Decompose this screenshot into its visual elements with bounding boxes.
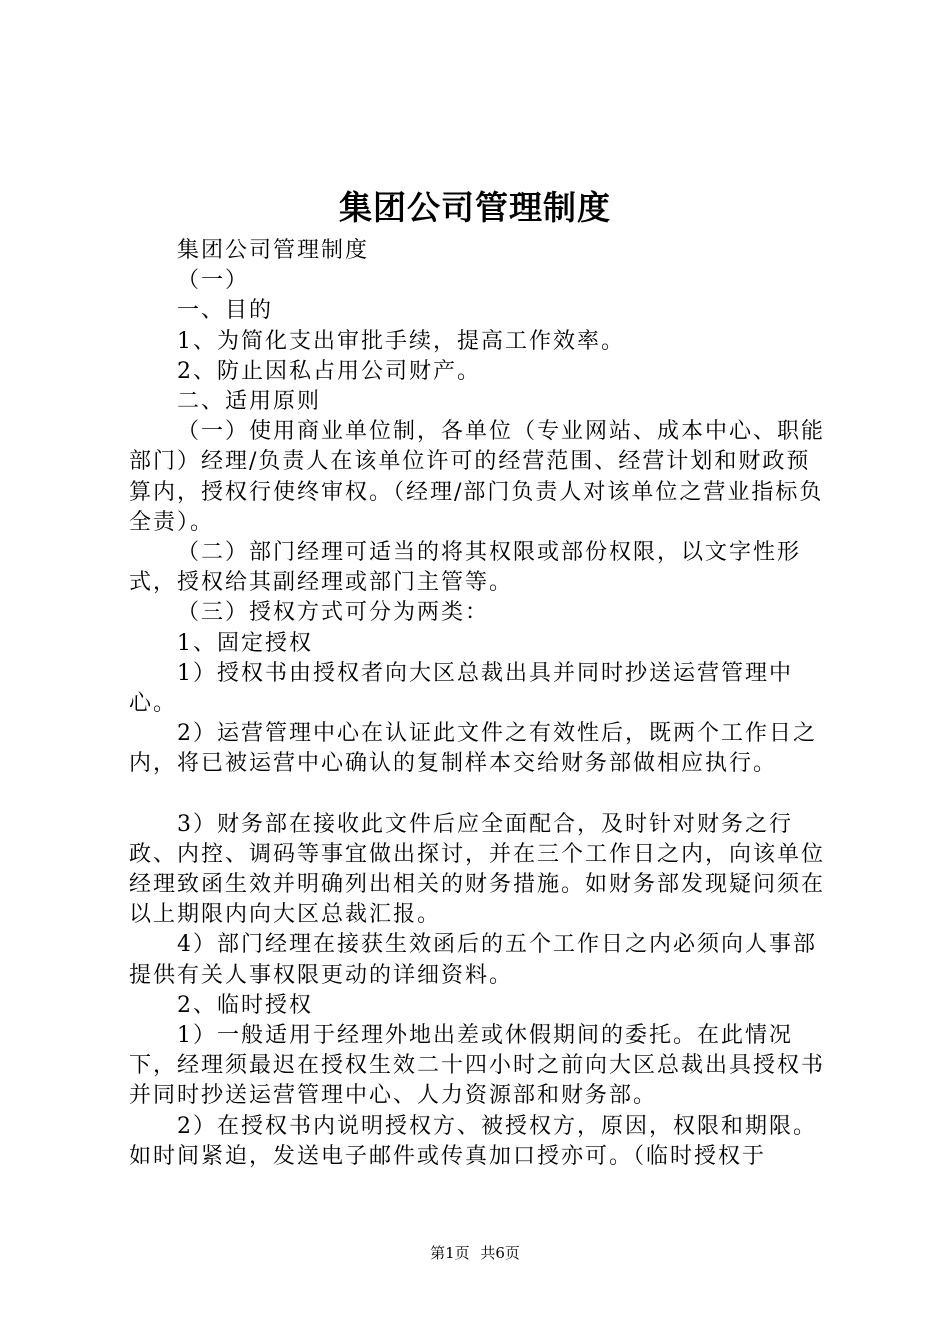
paragraph: 1）授权书由授权者向大区总裁出具并同时抄送运营管理中心。	[129, 660, 793, 717]
paragraph: （一）	[177, 268, 250, 294]
paragraph: 1、为简化支出审批手续，提高工作效率。	[177, 328, 625, 354]
subsection-heading: 2、临时授权	[177, 992, 313, 1018]
page-footer	[0, 1243, 950, 1263]
paragraph: 2）运营管理中心在认证此文件之有效性后，既两个工作日之内，将已被运营中心确认的复制样本交给财务部做相应执行。	[129, 721, 817, 777]
page-total: 共6页	[480, 1244, 520, 1262]
document-title: 集团公司管理制度	[339, 188, 611, 227]
section-heading: 一、目的	[177, 298, 274, 324]
paragraph: 3）财务部在接收此文件后应全面配合，及时针对财务之行政、内控、调码等事宜做出探讨，并在三个工作日之内，向该单位经理致函生效并明确列出相关的财务措施。如财务部发现疑问须在以上期限内向大区总裁汇报。	[129, 811, 826, 928]
document-body	[129, 236, 834, 1172]
paragraph: 2）在授权书内说明授权方、被授权方，原因，权限和期限。如时间紧迫，发送电子邮件或传真加口授亦可。（临时授权于	[129, 1113, 817, 1169]
section-heading: 二、适用原则	[177, 389, 322, 415]
page-number: 第1页	[430, 1244, 470, 1262]
subsection-heading: 1、固定授权	[177, 630, 313, 656]
paragraph: 4）部门经理在接获生效函后的五个工作日之内必须向人事部提供有关人事权限更动的详细资料。	[129, 932, 817, 988]
paragraph: （三）授权方式可分为两类：	[177, 600, 490, 626]
paragraph: 2、防止因私占用公司财产。	[177, 358, 481, 384]
paragraph: （二）部门经理可适当的将其权限或部份权限，以文字性形式，授权给其副经理或部门主管等。	[129, 540, 802, 596]
paragraph: 1）一般适用于经理外地出差或休假期间的委托。在此情况下，经理须最迟在授权生效二十四小时之前向大区总裁出具授权书并同时抄送运营管理中心、人力资源部和财务部。	[129, 1023, 826, 1109]
paragraph: （一）使用商业单位制，各单位（专业网站、成本中心、职能部门）经理/负责人在该单位许可的经营范围、经营计划和财政预算内，授权行使终审权。（经理/部门负责人对该单位之营业指标负全责）。	[129, 419, 826, 535]
paragraph: 集团公司管理制度	[177, 238, 370, 263]
